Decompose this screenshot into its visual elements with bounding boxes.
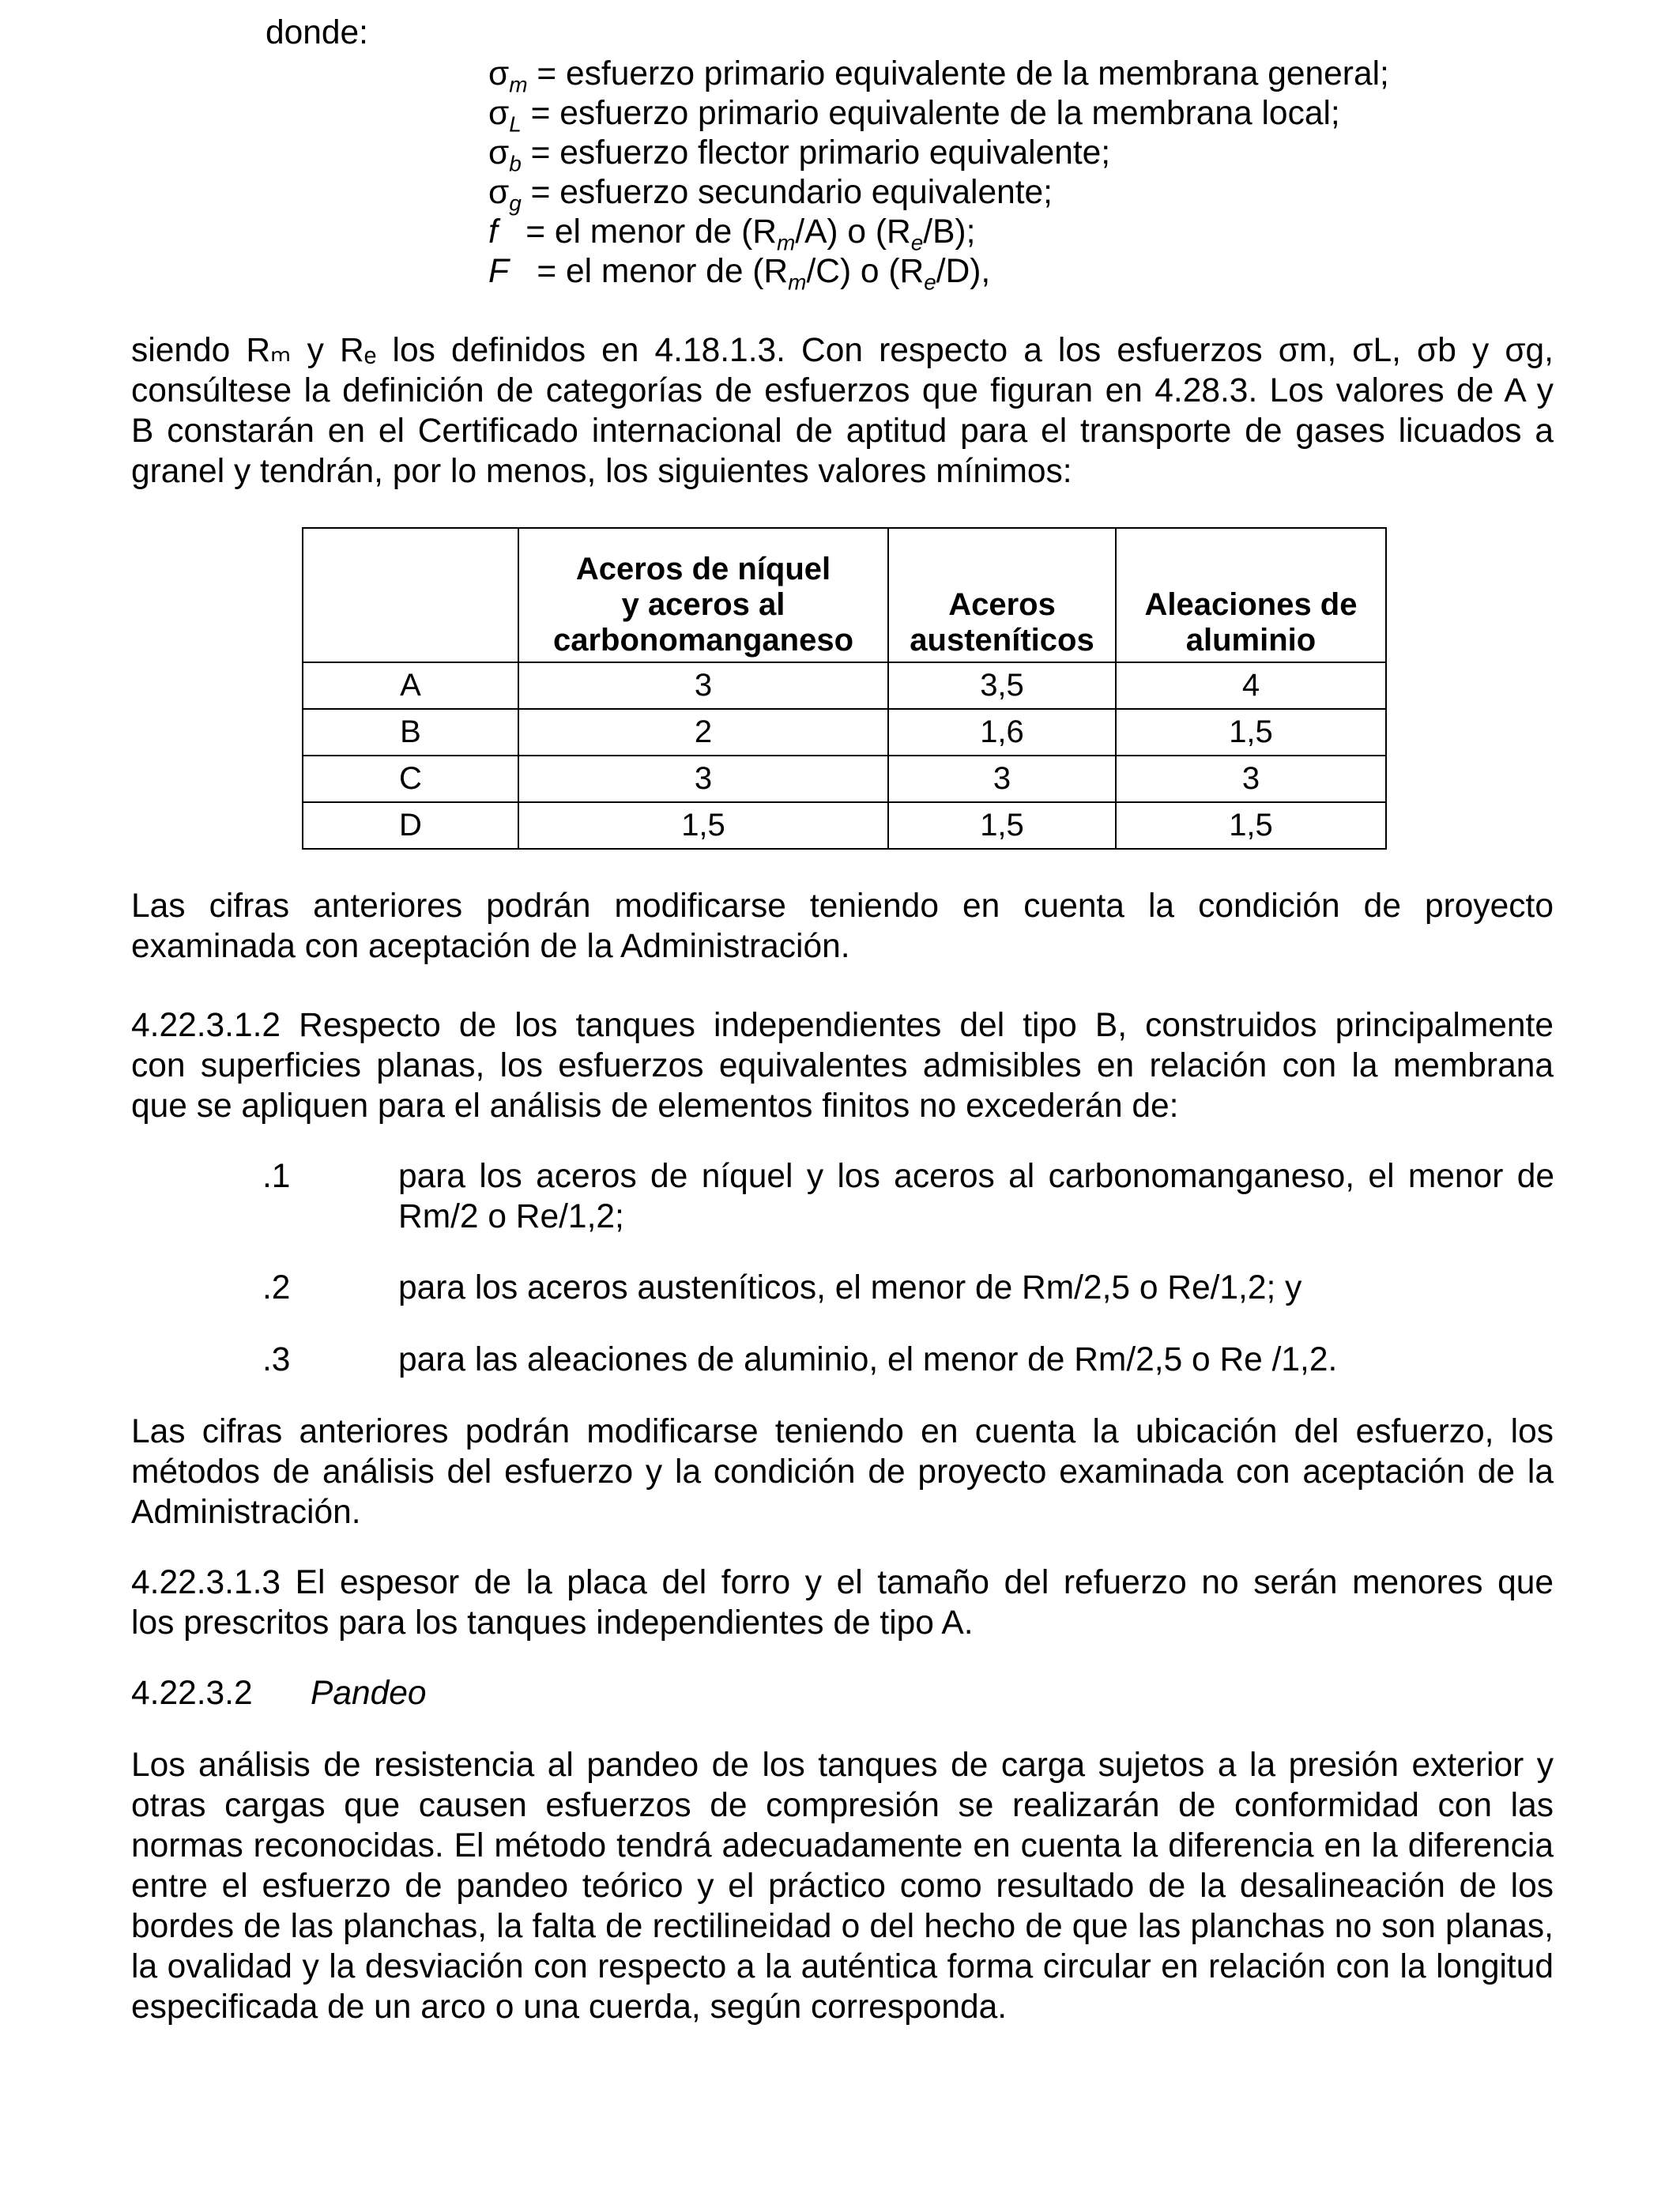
donde-label: donde: — [266, 14, 368, 51]
table-cell: 2 — [518, 709, 888, 756]
table-cell: 3 — [888, 756, 1116, 802]
symbol: σ — [488, 55, 510, 92]
definition-text: /C) o (R — [806, 253, 925, 290]
paragraph-line: entre el esfuerzo de pandeo teórico y el práctico como resultado de la desalineación de los — [131, 1868, 1554, 1905]
paragraph-line: Las cifras anteriores podrán modificarse teniendo en cuenta la condición de proyecto — [131, 888, 1554, 925]
table-cell: D — [303, 802, 518, 849]
paragraph-line: métodos de análisis del esfuerzo y la condición de proyecto examinada con aceptación de la — [131, 1453, 1554, 1491]
table-cell: 1,5 — [1116, 802, 1386, 849]
table-row — [303, 756, 1386, 802]
table-header-cell — [1116, 528, 1386, 662]
subscript: e — [924, 270, 936, 295]
paragraph-definitions-reference — [131, 330, 1554, 492]
paragraph-line: consúltese la definición de categorías de esfuerzos que figuran en 4.28.3. Los valores de A y — [131, 372, 1554, 409]
subscript: m — [509, 72, 528, 97]
paragraph-line: B constarán en el Certificado internacional de aptitud para el transporte de gases licuados a — [131, 413, 1554, 450]
list-item: para las aleaciones de aluminio, el menor de Rm/2,5 o Re /1,2. — [398, 1341, 1338, 1378]
symbol: f — [488, 213, 498, 251]
paragraph-line: 4.22.3.1.2 Respecto de los tanques independientes del tipo B, construidos principalmente — [131, 1007, 1554, 1044]
table-cell: A — [303, 662, 518, 709]
paragraph-line: los prescritos para los tanques independientes de tipo A. — [131, 1604, 974, 1642]
list-item — [398, 1156, 1554, 1237]
table-header-row — [303, 528, 1386, 662]
table-cell: 3 — [518, 662, 888, 709]
paragraph-line: que se apliquen para el análisis de elementos finitos no excederán de: — [131, 1088, 1179, 1125]
list-line: Rm/2 o Re/1,2; — [398, 1198, 624, 1235]
section-title: Pandeo — [311, 1675, 427, 1712]
paragraph-line: Administración. — [131, 1494, 361, 1531]
definition-text: /B); — [923, 213, 976, 251]
table-cell: C — [303, 756, 518, 802]
paragraph-line: Las cifras anteriores podrán modificarse teniendo en cuenta la ubicación del esfuerzo, los — [131, 1413, 1554, 1450]
paragraph-line: examinada con aceptación de la Administración. — [131, 928, 850, 965]
paragraph-line: siendo Rₘ y Rₑ los definidos en 4.18.1.3. Con respecto a los esfuerzos σm, σL, σb y σg, — [131, 332, 1554, 369]
symbol: σ — [488, 95, 510, 132]
table-header-cell — [518, 528, 888, 662]
table-row — [303, 662, 1386, 709]
list-number: .2 — [262, 1269, 291, 1306]
paragraph-line: normas reconocidas. El método tendrá adecuadamente en cuenta la diferencia en la diferencia — [131, 1827, 1554, 1864]
symbol: F — [488, 253, 509, 290]
symbol: σ — [488, 134, 510, 172]
table-cell: 1,6 — [888, 709, 1116, 756]
paragraph-4-22-3-1-3 — [131, 1563, 1554, 1643]
definition-text: = el menor de (R — [508, 253, 789, 290]
header-line: Aceros de níquel — [575, 552, 831, 586]
symbol: σ — [488, 174, 510, 211]
table-cell: 1,5 — [888, 802, 1116, 849]
definition-text: = esfuerzo primario equivalente de la membrana local; — [521, 95, 1340, 132]
definition-text: = esfuerzo flector primario equivalente; — [521, 134, 1111, 172]
paragraph-line: especificada de un arco o una cuerda, según corresponda. — [131, 1989, 1008, 2026]
definition-text: = esfuerzo secundario equivalente; — [521, 174, 1053, 211]
allowable-stress-list — [0, 1156, 1680, 1417]
paragraph-line: bordes de las planchas, la falta de rectilineidad o del hecho de que las planchas no son planas, — [131, 1908, 1554, 1945]
paragraph-line: Los análisis de resistencia al pandeo de los tanques de carga sujetos a la presión exterior y — [131, 1747, 1554, 1784]
list-number: .1 — [262, 1158, 291, 1195]
paragraph-line: la ovalidad y la desviación con respecto a la auténtica forma circular en relación con la longitud — [131, 1948, 1554, 1985]
definition-text: = el menor de (R — [497, 213, 777, 251]
header-line: aluminio — [1185, 623, 1317, 658]
header-line: carbonomanganeso — [552, 623, 854, 658]
subscript: e — [910, 230, 924, 255]
table-cell: 3,5 — [888, 662, 1116, 709]
subscript: m — [776, 230, 796, 255]
paragraph-line: 4.22.3.1.3 El espesor de la placa del forro y el tamaño del refuerzo no serán menores que — [131, 1564, 1554, 1601]
paragraph-line: granel y tendrán, por lo menos, los siguientes valores mínimos: — [131, 453, 1072, 490]
table-row — [303, 802, 1386, 849]
definition-text: = esfuerzo primario equivalente de la membrana general; — [527, 55, 1389, 92]
list-line: para los aceros de níquel y los aceros al carbonomanganeso, el menor de — [398, 1158, 1554, 1195]
definition-text: /A) o (R — [795, 213, 911, 251]
table-header-cell — [888, 528, 1116, 662]
subscript: m — [788, 270, 807, 295]
table-row — [303, 709, 1386, 756]
subscript: g — [509, 190, 522, 216]
paragraph-modification-note — [131, 886, 1554, 967]
header-line: Aceros — [948, 587, 1056, 622]
paragraph-4-22-3-1-2 — [131, 1005, 1554, 1126]
subscript: b — [509, 151, 522, 176]
subscript: L — [509, 111, 522, 137]
definition-F — [488, 251, 990, 303]
section-number: 4.22.3.2 — [131, 1675, 253, 1712]
table-cell: 3 — [1116, 756, 1386, 802]
list-number: .3 — [262, 1341, 291, 1378]
table-cell: 1,5 — [518, 802, 888, 849]
list-item: para los aceros austeníticos, el menor de Rm/2,5 o Re/1,2; y — [398, 1269, 1302, 1306]
definition-text: /D), — [936, 253, 991, 290]
header-line: austeníticos — [910, 623, 1094, 658]
minimum-values-table — [302, 527, 1387, 850]
header-line: Aleaciones de — [1144, 587, 1358, 622]
paragraph-line: otras cargas que causen esfuerzos de compresión se realizarán de conformidad con las — [131, 1787, 1554, 1824]
paragraph-buckling — [131, 1745, 1554, 2027]
paragraph-location-note — [131, 1412, 1554, 1532]
paragraph-line: con superficies planas, los esfuerzos equivalentes admisibles en relación con la membrana — [131, 1047, 1554, 1084]
table-cell: 1,5 — [1116, 709, 1386, 756]
table-cell: B — [303, 709, 518, 756]
table-cell: 4 — [1116, 662, 1386, 709]
header-line: y aceros al — [621, 587, 785, 622]
table-cell: 3 — [518, 756, 888, 802]
table-header-cell — [303, 528, 518, 662]
